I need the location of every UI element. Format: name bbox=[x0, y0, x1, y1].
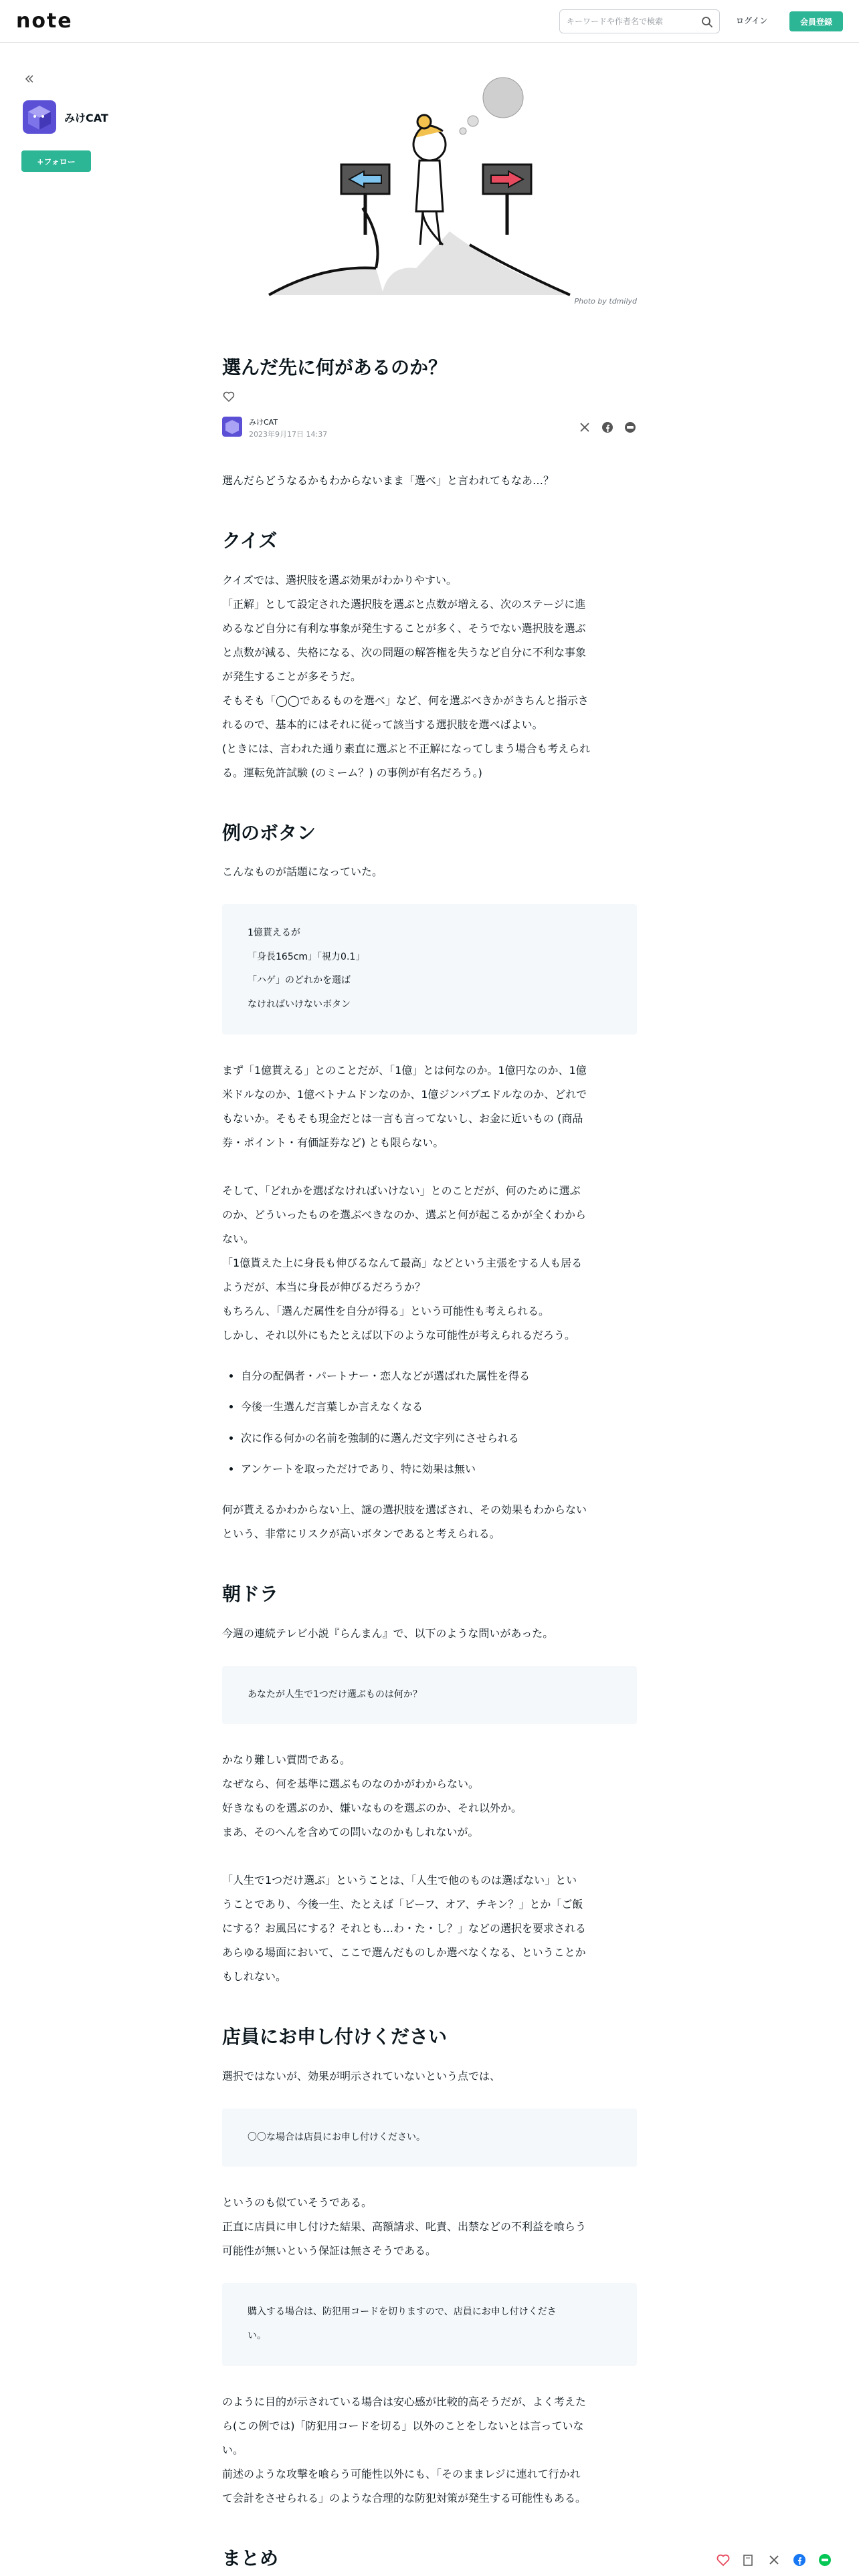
button-paragraph-2: そして、「どれかを選ばなければいけない」とのことだが、何のために選ぶ のか、どういったものを選ぶべきなのか、選ぶと何が起こるかが全くわから ない。 「1億貰えた上に身長も伸びるなんて最高」などという主張をする人も居る ようだが、本当に身長が伸びるだろうか？ もちろん、「選んだ属性を自分が得る」という可能性も考えられる。 しかし、それ以外にもたとえば以下のような可能性が考えられるだろう。 bbox=[222, 1184, 587, 1341]
staff-intro: 選択ではないが、効果が明示されていないという点では、 bbox=[222, 2069, 501, 2082]
staff-quote-1: 〇〇な場合は店員にお申し付けください。 bbox=[222, 2109, 637, 2167]
button-paragraph-1: まず「1億貰える」とのことだが、「1億」とは何なのか。1億円なのか、1億 米ドルなのか、1億ベトナムドンなのか、1億ジンバブエドルなのか、どれで もないか。そもそも現金だとは一言も言ってないし、お金に近いもの (商品 券・ポイント・有価証券など) とも限らない。 bbox=[222, 1063, 587, 1149]
staff-paragraph-2: のように目的が示されている場合は安心感が比較的高そうだが、よく考えた ら(この例では)「防犯用コードを切る」以外のことをしないとは言っていな い。 前述のような攻撃を喰らう可能性以外にも、「そのままレジに連れて行かれ て会計をさせられる」のような合理的な防犯対策が発生する可能性もある。 bbox=[222, 2395, 587, 2504]
register-button[interactable]: 会員登録 bbox=[789, 11, 843, 31]
collapse-sidebar-icon[interactable] bbox=[23, 72, 36, 86]
share-icons bbox=[578, 421, 637, 434]
site-header bbox=[0, 0, 859, 43]
creator-avatar[interactable] bbox=[23, 100, 56, 134]
author-avatar[interactable] bbox=[222, 417, 242, 437]
heading-quiz: クイズ bbox=[222, 530, 278, 552]
heading-asadora: 朝ドラ bbox=[222, 1583, 279, 1606]
button-paragraph-3: 何が貰えるかわからない上、謎の選択肢を選ばされ、その効果もわからない という、非常にリスクが高いボタンであると考えられる。 bbox=[222, 1503, 587, 1541]
button-quote: 1億貰えるが 「身長165cm」「視力0.1」 「ハゲ」のどれかを選ば なければいけないボタン bbox=[222, 904, 637, 1035]
magazine-icon[interactable] bbox=[741, 2553, 756, 2567]
list-item: • 自分の配偶者・パートナー・恋人などが選ばれた属性を得る bbox=[241, 1361, 637, 1392]
photo-credit[interactable]: Photo by tdmilyd bbox=[574, 297, 637, 306]
article-title: 選んだ先に何があるのか？ bbox=[222, 356, 448, 379]
list-item: • 今後一生選んだ言葉しか言えなくなる bbox=[241, 1392, 637, 1422]
heading-summary: まとめ bbox=[222, 2547, 279, 2569]
asadora-intro: 今週の連続テレビ小説『らんまん』で、以下のような問いがあった。 bbox=[222, 1626, 554, 1640]
heading-button: 例のボタン bbox=[222, 821, 316, 844]
staff-paragraph-1: というのも似ていそうである。 正直に店員に申し付けた結果、高額請求、叱責、出禁などの不利益を喰らう 可能性が無いという保証は無さそうである。 bbox=[222, 2196, 587, 2258]
article-meta bbox=[222, 415, 637, 442]
line-share-icon[interactable] bbox=[818, 2553, 832, 2567]
creator-name[interactable]: みけCAT bbox=[64, 112, 108, 124]
list-item: • 次に作る何かの名前を強制的に選んだ文字列にさせられる bbox=[241, 1423, 637, 1454]
note-logo[interactable]: note bbox=[16, 9, 73, 33]
login-link[interactable]: ログイン bbox=[736, 16, 768, 25]
asadora-paragraph-2: 「人生で1つだけ選ぶ」ということは、「人生で他のものは選ばない」とい うことであり、今後一生、たとえば「ビーフ、オア、チキン？」とか「ご飯 にする？お風呂にする？それとも…わ・た・し？」などの選択を要求される あらゆる場面において、ここで選んだものしか選べなくなる、ということか もしれない。 bbox=[222, 1874, 587, 1983]
floating-action-bar bbox=[716, 2547, 850, 2573]
facebook-share-icon[interactable] bbox=[792, 2553, 807, 2567]
line-share-icon[interactable] bbox=[624, 421, 637, 434]
search-box[interactable] bbox=[559, 9, 720, 33]
possibility-list bbox=[241, 1361, 637, 1485]
publish-date: 2023年9月17日 14:37 bbox=[249, 430, 328, 439]
hero-illustration bbox=[222, 64, 637, 312]
heart-icon[interactable] bbox=[716, 2553, 731, 2567]
follow-button[interactable]: +フォロー bbox=[21, 150, 91, 172]
list-item: • アンケートを取っただけであり、特に効果は無い bbox=[241, 1454, 637, 1485]
facebook-share-icon[interactable] bbox=[601, 421, 614, 434]
asadora-paragraph-1: かなり難しい質問である。 なぜなら、何を基準に選ぶものなのかがわからない。 好きなものを選ぶのか、嫌いなものを選ぶのか、それ以外か。 まあ、そのへんを含めての問いなのかもしれないが。 bbox=[222, 1753, 522, 1839]
search-icon[interactable] bbox=[700, 15, 714, 29]
lead-text: 選んだらどうなるかもわからないまま「選べ」と言われてもなあ…？ bbox=[222, 474, 555, 488]
quiz-paragraph: クイズでは、選択肢を選ぶ効果がわかりやすい。 「正解」として設定された選択肢を選ぶと点数が増える、次のステージに進 めるなど自分に有利な事象が発生することが多く、そうでない選択肢を選ぶ と点数が減る、失格になる、次の問題の解答権を失うなど自分に不利な事象 が発生することが多そうだ。 そもそも「◯◯であるものを選べ」など、何を選ぶべきかがきちんと指示さ れるので、基本的にはそれに従って該当する選択肢を選べばよい。 (ときには、言われた通り素直に選ぶと不正解になってしまう場合も考えられ る。運転免許試験 (のミーム？) の事例が有名だろう。) bbox=[222, 573, 591, 779]
x-share-icon[interactable] bbox=[767, 2553, 781, 2567]
staff-quote-2: 購入する場合は、防犯用コードを切りますので、店員にお申し付けくださ い。 bbox=[222, 2283, 637, 2365]
author-name[interactable]: みけCAT bbox=[249, 418, 278, 427]
heading-staff: 店員にお申し付けください bbox=[222, 2026, 448, 2048]
button-intro: こんなものが話題になっていた。 bbox=[222, 865, 383, 878]
heart-icon[interactable] bbox=[222, 390, 235, 403]
article bbox=[222, 354, 637, 2576]
x-share-icon[interactable] bbox=[578, 421, 591, 434]
asadora-quote: あなたが人生で1つだけ選ぶものは何か？ bbox=[222, 1666, 637, 1725]
search-input[interactable] bbox=[567, 10, 698, 33]
